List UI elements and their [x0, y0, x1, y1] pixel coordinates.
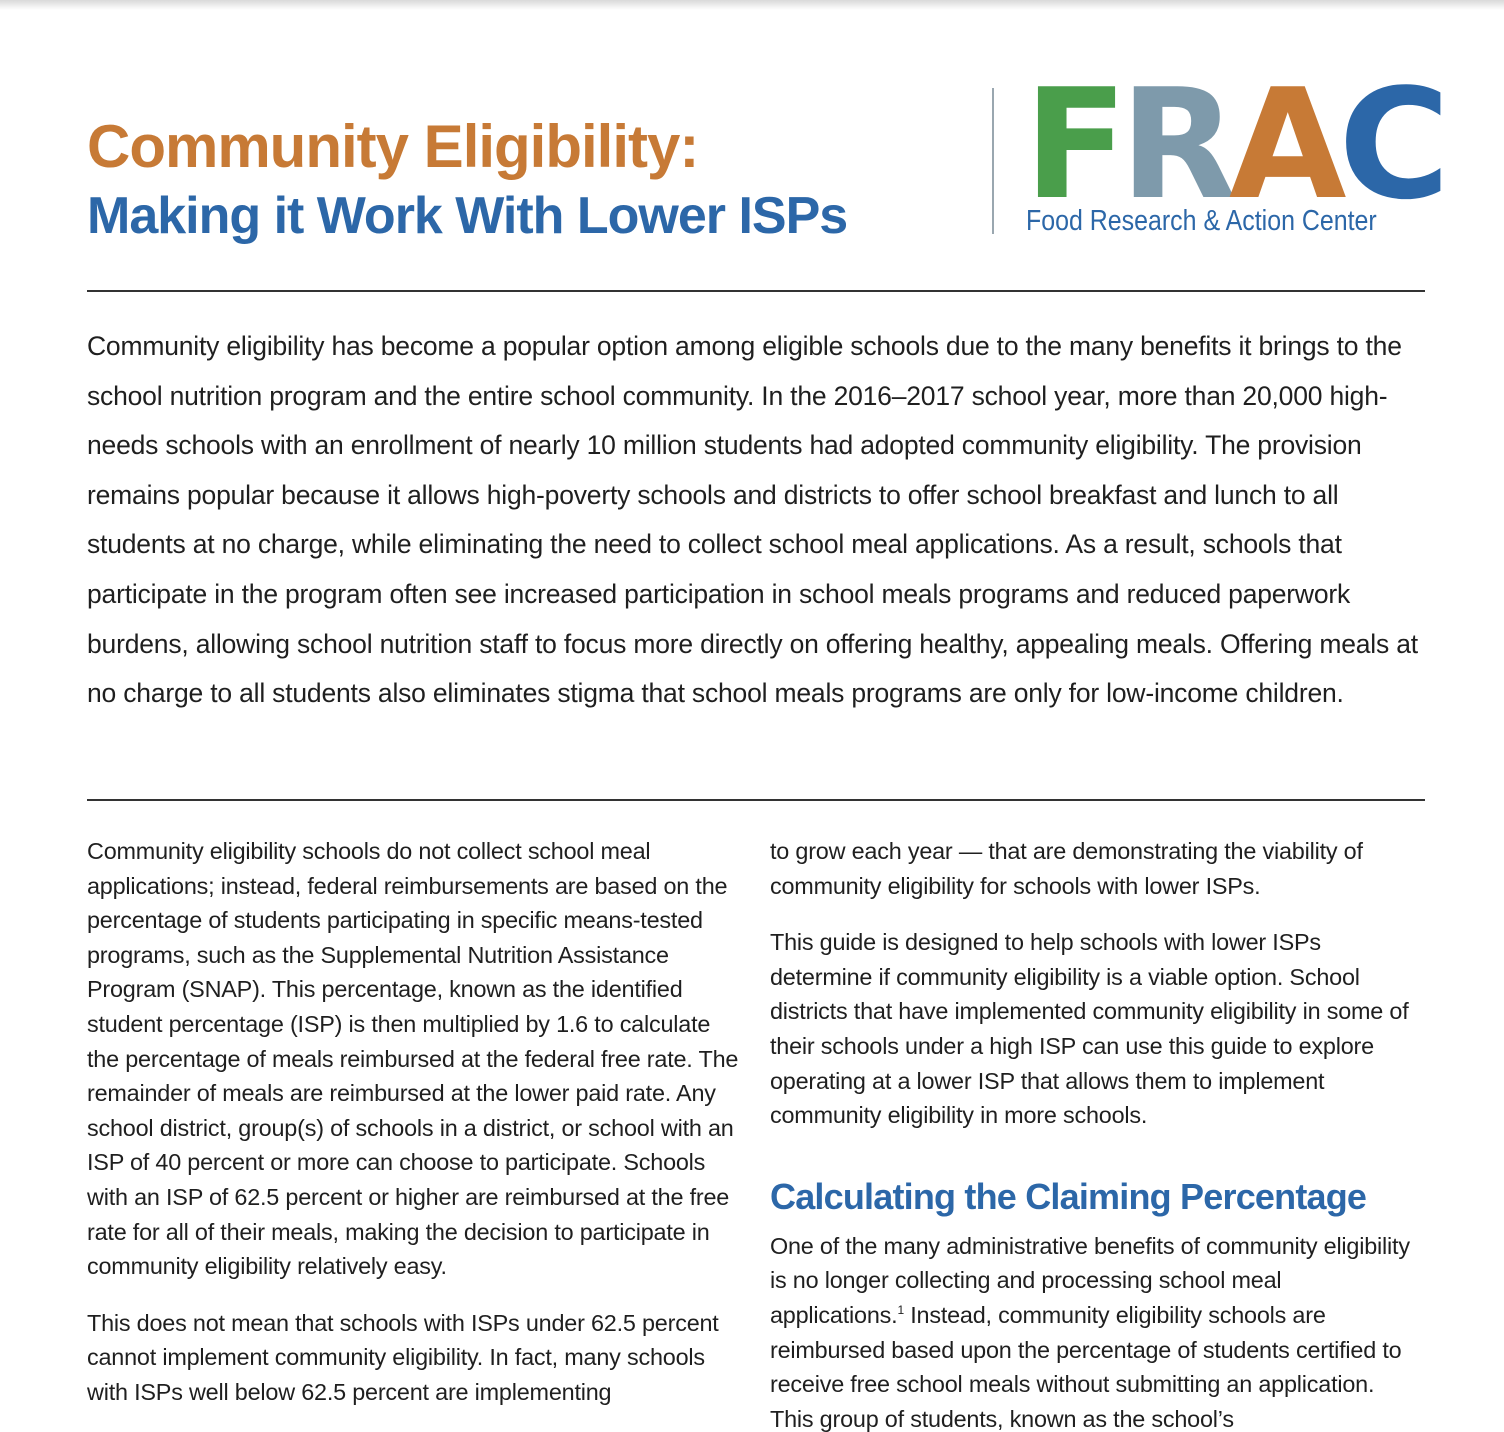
right-paragraph-3-part1: One of the many administrative benefits of community eligibility is no longer collecting and processing school meal applications. — [770, 1232, 1410, 1328]
page-top-shadow — [0, 0, 1504, 10]
logo-letter-r: R — [1119, 56, 1229, 233]
logo-tagline: Food Research & Action Center — [1026, 205, 1377, 237]
left-paragraph-1: Community eligibility schools do not collect school meal applications; instead, federal reimbursements are based on the percentage of students participating in specific means-tested programs, such as the Supplemental Nutrition Assistance Program (SNAP). This percentage, known as the identified student percentage (ISP) is then multiplied by 1.6 to calculate the percentage of meals reimbursed at the federal free rate. The remainder of meals are reimbursed at the lower paid rate. Any school district, group(s) of schools in a district, or school with an ISP of 40 percent or more can choose to participate. Schools with an ISP of 62.5 percent or higher are reimbursed at the free rate for all of their meals, making the decision to participate in community eligibility relatively easy. — [87, 838, 739, 1280]
logo-letter-f: F — [1024, 56, 1120, 233]
footnote-marker: 1 — [897, 1303, 904, 1318]
right-paragraph-2: This guide is designed to help schools with lower ISPs determine if community eligibility is a viable option. School districts that have implemented community eligibility in some of their schools under a high ISP can use this guide to explore operating at a lower ISP that allows them to implement community eligibility in more schools. — [770, 929, 1409, 1129]
right-paragraph-3-part2: Instead, community eligibility schools are reimbursed based upon the percentage of students certified to receive free school meals without submitting an application. This group of students, known as the school’s — [770, 1301, 1402, 1432]
logo-divider — [992, 88, 994, 234]
right-paragraph-3 — [770, 1229, 1410, 1432]
divider-middle — [87, 799, 1425, 801]
intro-paragraph: Community eligibility has become a popular option among eligible schools due to the many benefits it brings to the school nutrition program and the entire school community. In the 2016–2017 school year, more than 20,000 high-needs schools with an enrollment of nearly 10 million students had adopted community eligibility. The provision remains popular because it allows high-poverty schools and districts to offer school breakfast and lunch to all students at no charge, while eliminating the need to collect school meal applications. As a result, schools that participate in the program often see increased participation in school meals programs and reduced paperwork burdens, allowing school nutrition staff to focus more directly on offering healthy, appealing meals. Offering meals at no charge to all students also eliminates stigma that school meals programs are only for low-income children. — [87, 331, 1418, 709]
logo-letter-c: C — [1338, 56, 1443, 233]
right-column — [770, 834, 1410, 1432]
divider-top — [87, 290, 1425, 292]
section-heading: Calculating the Claiming Percentage — [770, 1175, 1367, 1217]
frac-logo — [1024, 56, 1443, 240]
left-column — [87, 834, 747, 1432]
right-paragraph-1: to grow each year — that are demonstrating the viability of community eligibility for schools with lower ISPs. — [770, 838, 1363, 899]
title-line2: Making it Work With Lower ISPs — [87, 187, 848, 245]
logo-letter-a: A — [1228, 56, 1339, 233]
left-paragraph-2: This does not mean that schools with ISPs under 62.5 percent cannot implement community eligibility. In fact, many schools with ISPs well below 62.5 percent are implementing — [87, 1309, 719, 1405]
title-line1: Community Eligibility: — [87, 113, 699, 180]
